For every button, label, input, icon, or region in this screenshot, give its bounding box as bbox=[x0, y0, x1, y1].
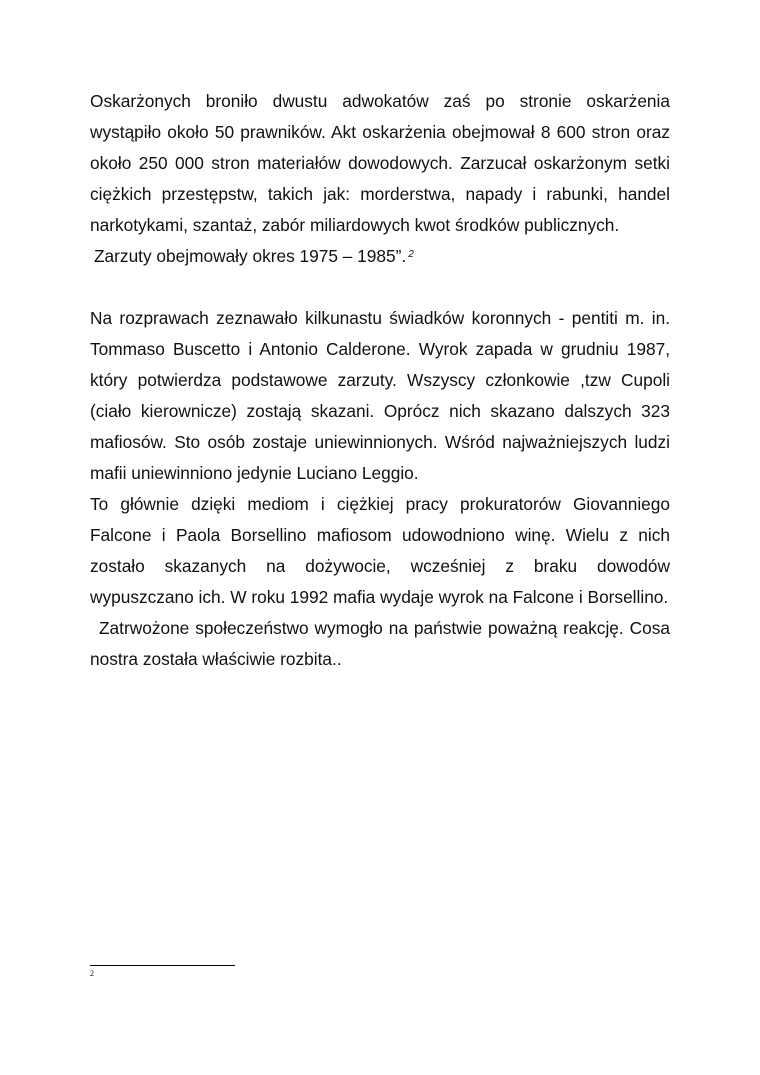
paragraph-society-reaction: Zatrwożone społeczeństwo wymogło na państwie poważną reakcję. Cosa nostra została właściwie rozbita.. bbox=[90, 618, 670, 669]
footnote-number: 2 bbox=[90, 969, 94, 978]
footnote-separator bbox=[90, 965, 235, 966]
paragraph-charges-period bbox=[90, 241, 670, 272]
blank-line bbox=[90, 272, 670, 303]
charges-period-text: Zarzuty obejmowały okres 1975 – 1985”. bbox=[94, 246, 407, 266]
body-text bbox=[90, 86, 670, 675]
footnote-reference[interactable]: 2 bbox=[408, 249, 414, 260]
paragraph-prosecutors: To głównie dzięki mediom i ciężkiej pracy prokuratorów Giovanniego Falcone i Paola Borsellino mafiosom udowodniono winę. Wielu z nich zostało skazanych na dożywocie, wcześniej z braku dowodów wypuszczano ich. W roku 1992 mafia wydaje wyrok na Falcone i Borsellino. bbox=[90, 494, 670, 607]
paragraph-defense-prosecution: Oskarżonych broniło dwustu adwokatów zaś po stronie oskarżenia wystąpiło około 50 prawników. Akt oskarżenia obejmował 8 600 stron oraz około 250 000 stron materiałów dowodowych. Zarzucał oskarżonym setki ciężkich przestępstw, takich jak: morderstwa, napady i rabunki, handel narkotykami, szantaż, zabór miliardowych kwot środków publicznych. bbox=[90, 91, 670, 235]
paragraph-witnesses-verdict: Na rozprawach zeznawało kilkunastu świadków koronnych - pentiti m. in. Tommaso Buscetto i Antonio Calderone. Wyrok zapada w grudniu 1987, który potwierdza podstawowe zarzuty. Wszyscy członkowie ,tzw Cupoli (ciało kierownicze) zostają skazani. Oprócz nich skazano dalszych 323 mafiosów. Sto osób zostaje uniewinnionych. Wśród najważniejszych ludzi mafii uniewinniono jedynie Luciano Leggio. bbox=[90, 308, 670, 483]
